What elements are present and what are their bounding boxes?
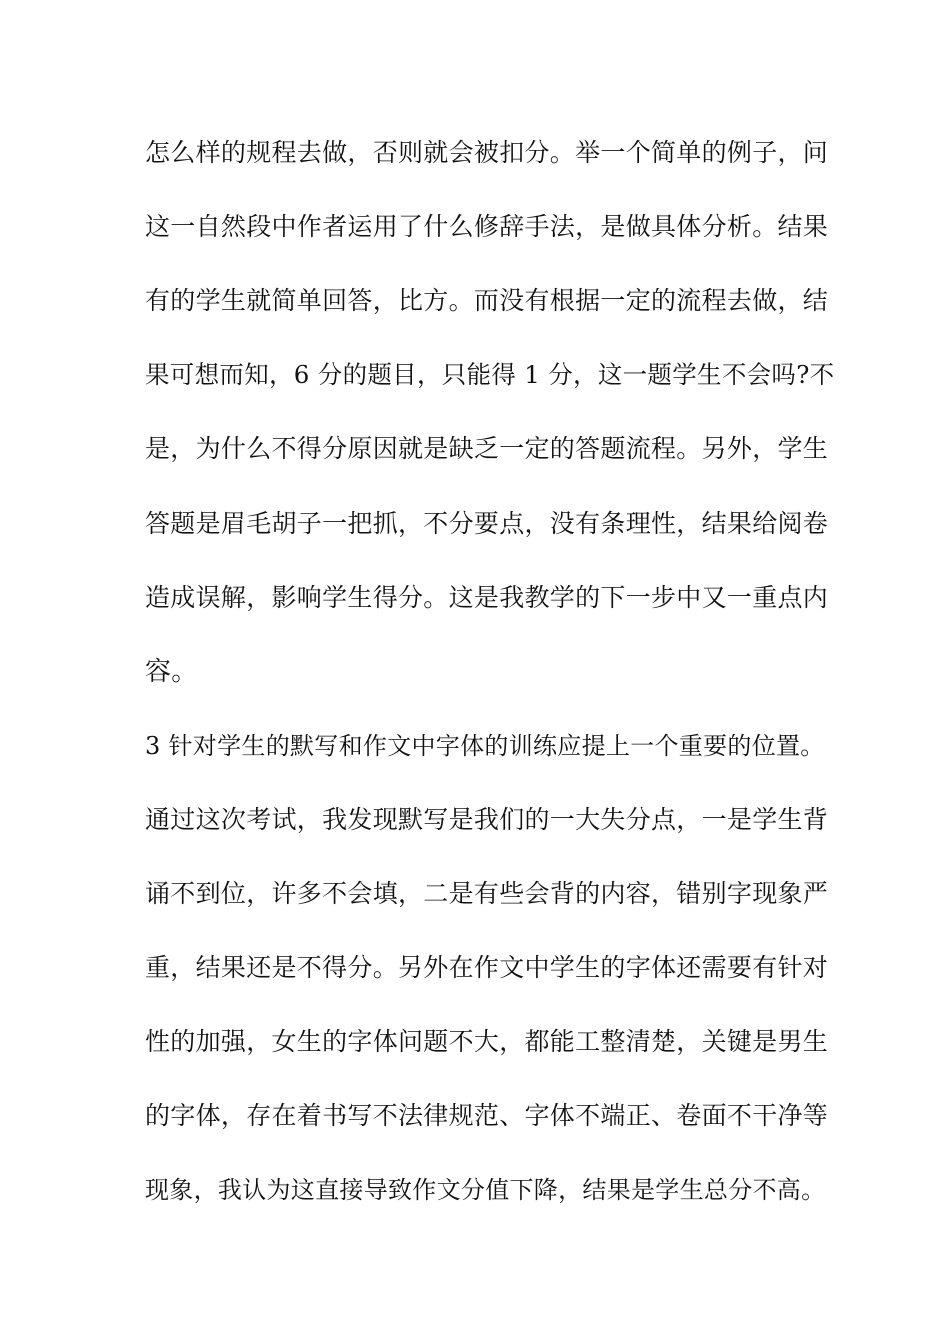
text-line: 通过这次考试，我发现默写是我们的一大失分点，一是学生背: [145, 805, 829, 834]
text-line: 这一自然段中作者运用了什么修辞手法，是做具体分析。结果: [145, 212, 829, 241]
text-line: 重，结果还是不得分。另外在作文中学生的字体还需要有针对: [145, 953, 829, 982]
text-line: 有的学生就简单回答，比方。而没有根据一定的流程去做，结: [145, 286, 829, 315]
text-line: 答题是眉毛胡子一把抓，不分要点，没有条理性，结果给阅卷: [145, 509, 829, 538]
text-line: 诵不到位，许多不会填，二是有些会背的内容，错别字现象严: [145, 879, 829, 908]
text-line: 果可想而知，6 分的题目，只能得 1 分，这一题学生不会吗?不: [145, 360, 835, 389]
text-line: 造成误解，影响学生得分。这是我教学的下一步中又一重点内: [145, 583, 829, 612]
text-line: 怎么样的规程去做，否则就会被扣分。举一个简单的例子，问: [145, 138, 829, 167]
section-heading: 3 针对学生的默写和作文中字体的训练应提上一个重要的位置。: [145, 732, 825, 760]
text-line: 的字体，存在着书写不法律规范、字体不端正、卷面不干净等: [145, 1101, 829, 1130]
text-line: 性的加强，女生的字体问题不大，都能工整清楚，关键是男生: [145, 1027, 829, 1056]
text-line: 是，为什么不得分原因就是缺乏一定的答题流程。另外，学生: [145, 434, 829, 463]
text-line: 容。: [145, 657, 198, 687]
text-line: 现象，我认为这直接导致作文分值下降，结果是学生总分不高。: [145, 1176, 826, 1204]
